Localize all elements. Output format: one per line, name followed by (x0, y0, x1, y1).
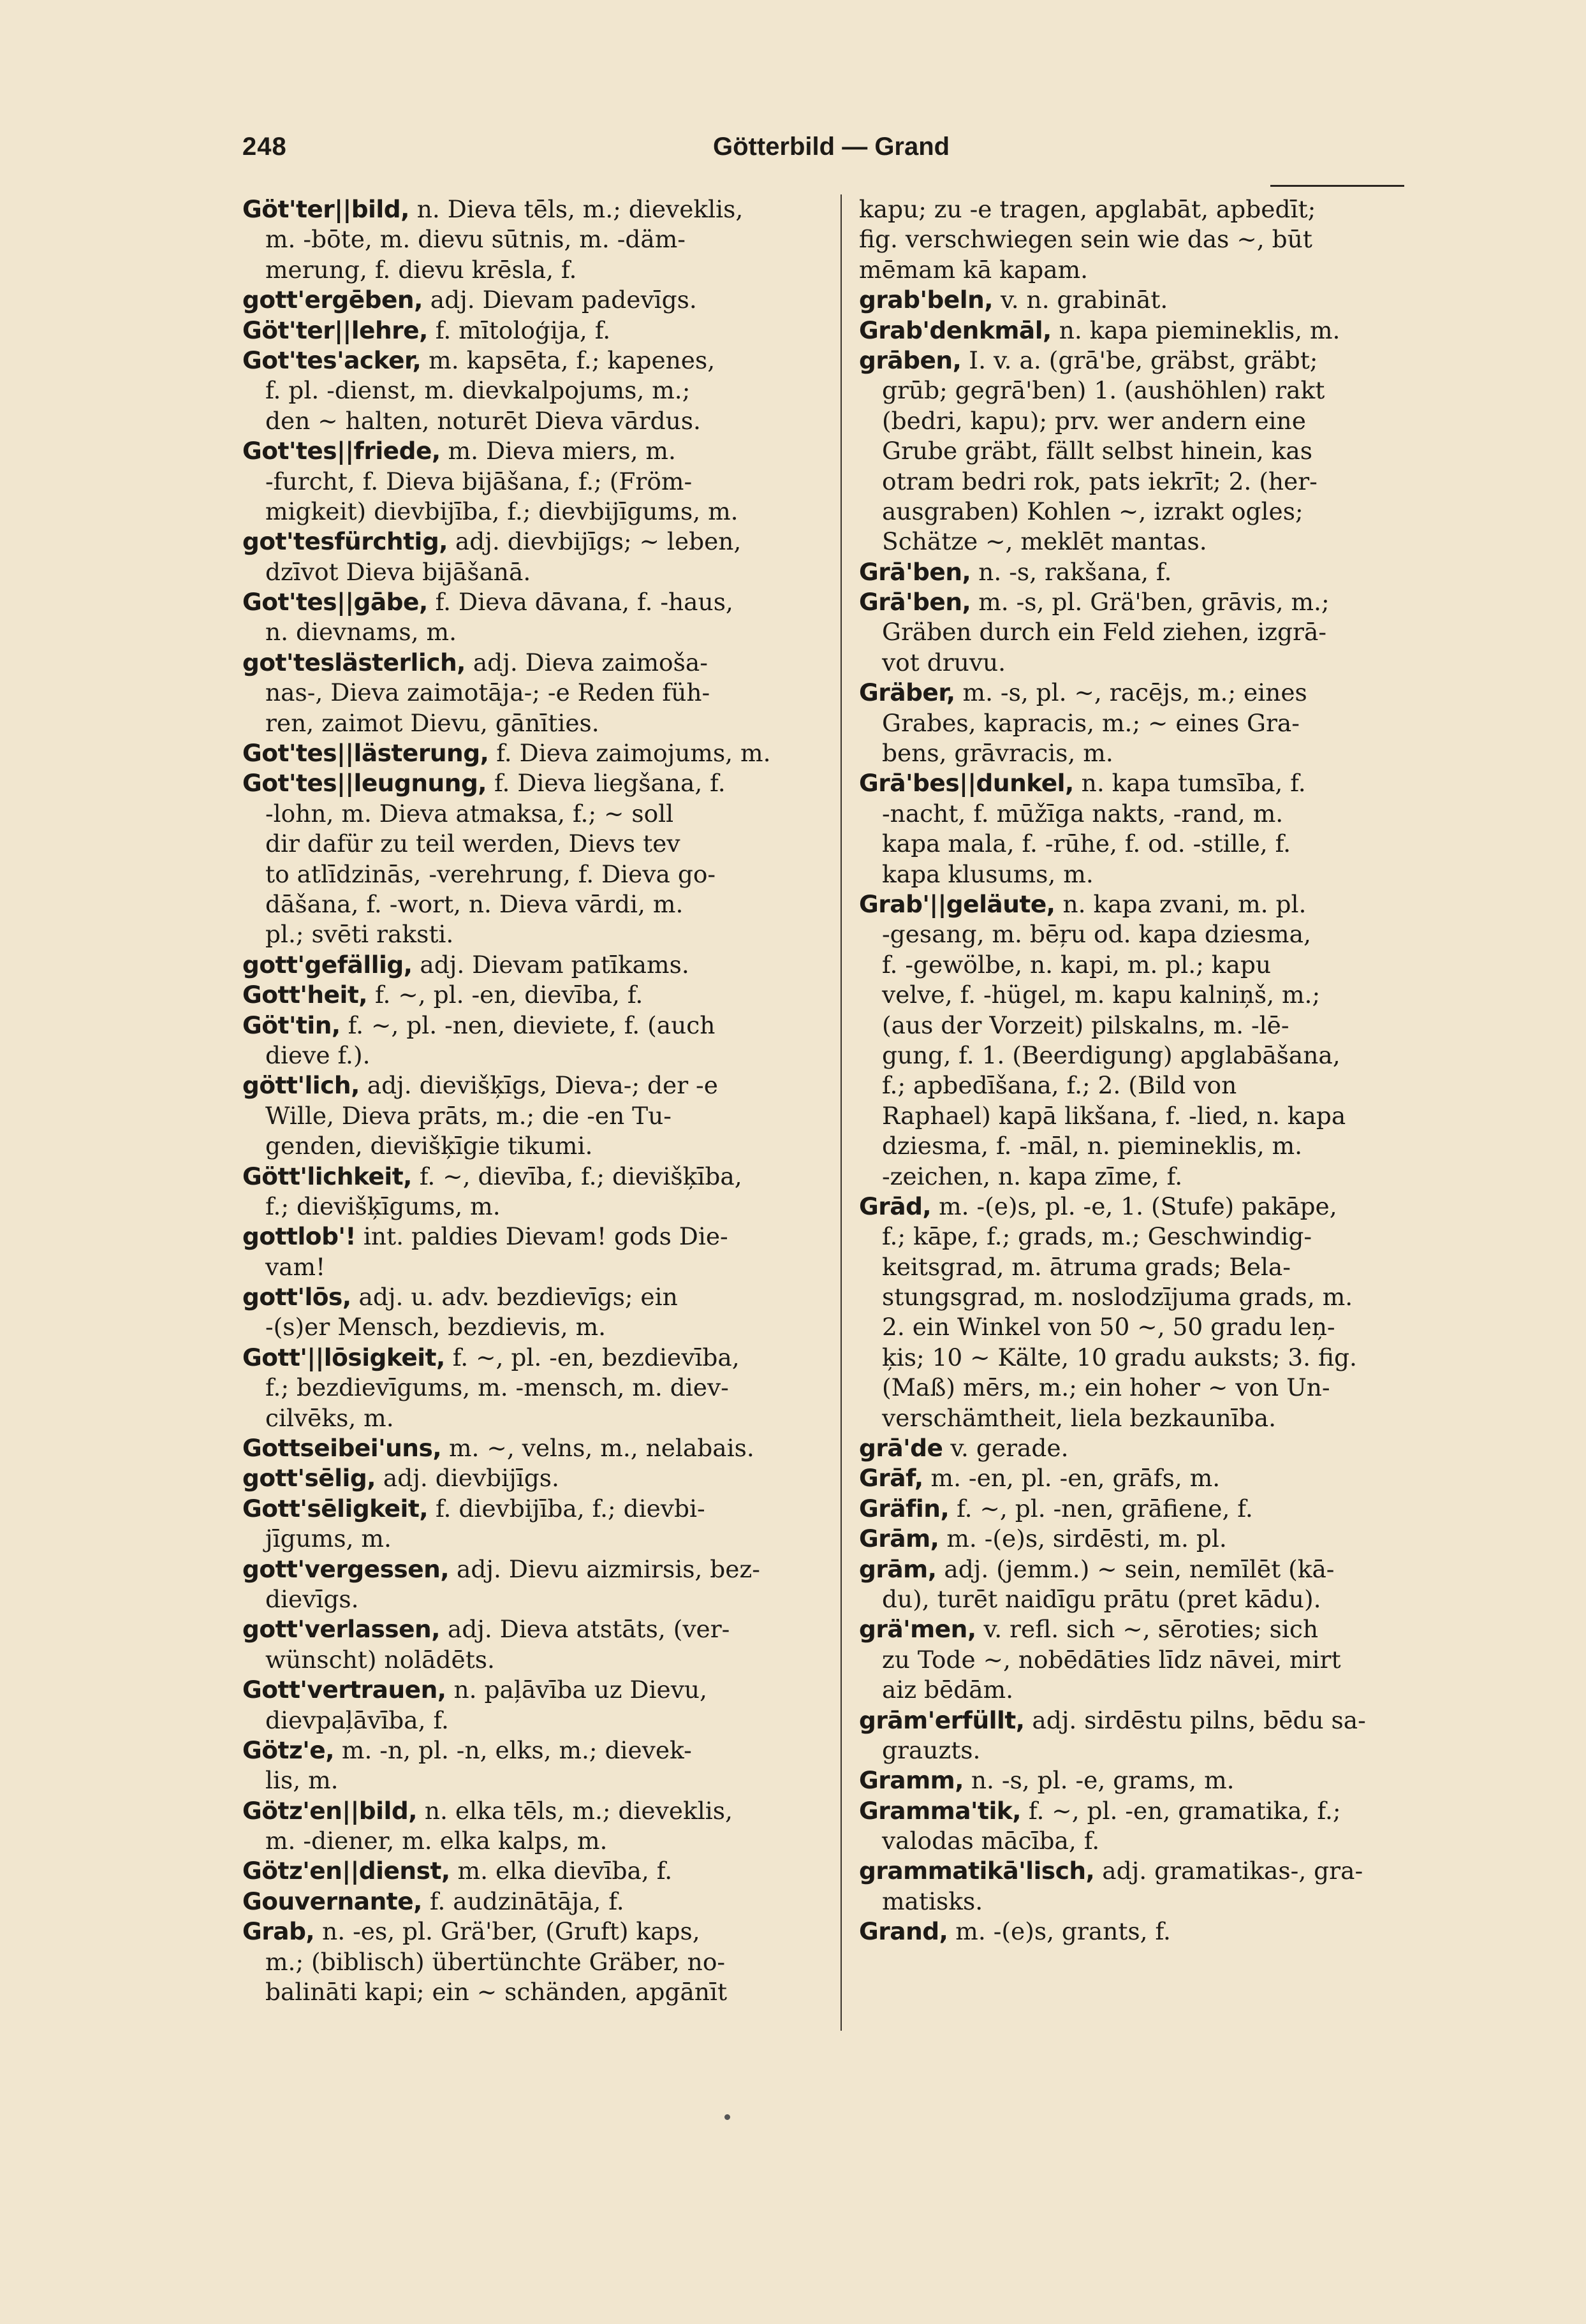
entry-text: m. Dieva miers, m. (440, 437, 676, 465)
entry-line (859, 1796, 1458, 1826)
entry-text: aiz bēdām. (882, 1676, 1014, 1704)
entry-text: fig. verschwiegen sein wie das ~, būt (859, 225, 1312, 254)
entry-line (242, 467, 842, 497)
entry-line (859, 648, 1458, 678)
headword: Götz'en||dienst, (242, 1857, 450, 1885)
headword: gott'lōs, (242, 1283, 351, 1312)
entry-text: vot druvu. (882, 648, 1006, 676)
entry-text: n. dievnams, m. (265, 618, 457, 647)
entry-line (859, 1887, 1458, 1917)
entry-line (242, 1706, 842, 1736)
headword: Gräber, (859, 678, 955, 707)
headword: got'tesfürchtig, (242, 527, 448, 556)
entry-text: Schätze ~, meklēt mantas. (882, 527, 1207, 556)
headword: Gräfin, (859, 1494, 950, 1523)
entry-text: pl.; svēti raksti. (265, 920, 454, 949)
entry-line (242, 527, 842, 557)
headword: Götz'en||bild, (242, 1796, 417, 1825)
entry-text: grauzts. (882, 1736, 981, 1764)
entry-text: kapu; zu -e tragen, apglabāt, apbedīt; (859, 195, 1316, 223)
entry-line (242, 950, 842, 980)
entry-line (859, 527, 1458, 557)
entry-line (859, 1614, 1458, 1644)
entry-line (859, 376, 1458, 406)
entry-line (859, 1584, 1458, 1614)
entry-text: -(s)er Mensch, bezdievis, m. (265, 1313, 606, 1341)
entry-text: stungsgrad, m. noslodzījuma grads, m. (882, 1283, 1353, 1312)
entry-line (242, 1887, 842, 1917)
entry-text: n. elka tēls, m.; dieveklis, (416, 1796, 733, 1825)
entry-line (242, 1796, 842, 1826)
headword: Grā'ben, (859, 588, 971, 617)
entry-line (859, 497, 1458, 527)
entry-line (859, 1645, 1458, 1675)
headword: Gramm, (859, 1766, 964, 1795)
entry-text: grūb; gegrā'ben) 1. (aushöhlen) rakt (882, 376, 1325, 405)
entry-text: f. ~, pl. -nen, dieviete, f. (auch (340, 1011, 716, 1039)
entry-line (242, 1101, 842, 1131)
entry-text: n. -es, pl. Grä'ber, (Gruft) kaps, (314, 1917, 700, 1946)
headword: Grā'ben, (859, 557, 971, 586)
page-number: 248 (242, 133, 287, 161)
entry-line (859, 255, 1458, 285)
entry-line (242, 678, 842, 708)
entry-text: n. -s, rakšana, f. (971, 557, 1172, 586)
entry-line (242, 1977, 842, 2007)
entry-line (859, 557, 1458, 587)
entry-text: n. paļāvība uz Dievu, (446, 1676, 707, 1704)
headword: Grab'denkmāl, (859, 316, 1052, 344)
entry-text: m. -n, pl. -n, elks, m.; dievek- (334, 1736, 692, 1764)
entry-text: zu Tode ~, nobēdāties līdz nāvei, mirt (882, 1645, 1341, 1674)
headword: Gott'||lōsigkeit, (242, 1343, 445, 1371)
headword: gott'vergessen, (242, 1554, 450, 1583)
entry-line (242, 255, 842, 285)
entry-line (242, 1736, 842, 1765)
entry-text: gung, f. 1. (Beerdigung) apglabāšana, (882, 1041, 1340, 1069)
entry-line (242, 1856, 842, 1886)
headword: gött'lich, (242, 1071, 360, 1100)
entry-text: int. paldies Dievam! gods Die- (356, 1222, 728, 1251)
entry-text: f. ~, pl. -nen, grāfiene, f. (949, 1494, 1253, 1523)
entry-text: cilvēks, m. (265, 1403, 394, 1432)
headword: Göt'ter||lehre, (242, 316, 428, 344)
header-rule (1270, 185, 1404, 187)
entry-line (859, 889, 1458, 919)
right-column (859, 194, 1458, 1947)
entry-line (859, 768, 1458, 798)
entry-text: n. Dieva tēls, m.; dieveklis, (409, 195, 744, 223)
headword: Gott'heit, (242, 981, 368, 1009)
entry-line (859, 1343, 1458, 1373)
entry-line (859, 1373, 1458, 1403)
entry-text: adj. (jemm.) ~ sein, nemīlēt (kā- (936, 1554, 1335, 1583)
headword: grām, (859, 1554, 937, 1583)
entry-text: valodas mācība, f. (882, 1827, 1100, 1855)
headword: Grand, (859, 1917, 948, 1946)
entry-text: -furcht, f. Dieva bijāšana, f.; (Fröm- (265, 467, 693, 495)
entry-line (859, 224, 1458, 254)
entry-line (242, 1433, 842, 1463)
entry-text: -lohn, m. Dieva atmaksa, f.; ~ soll (265, 799, 674, 828)
entry-line (242, 1222, 842, 1252)
entry-text: Raphael) kapā likšana, f. -lied, n. kapa (882, 1101, 1346, 1130)
entry-line (242, 1282, 842, 1312)
headword: Gouvernante, (242, 1887, 422, 1915)
entry-text: ren, zaimot Dievu, gānīties. (265, 708, 599, 737)
entry-text: f.; kāpe, f.; grads, m.; Geschwindig- (882, 1222, 1312, 1251)
entry-text: adj. Dievam padevīgs. (422, 286, 697, 314)
headword: grām'erfüllt, (859, 1706, 1025, 1734)
entry-line (242, 224, 842, 254)
entry-text: adj. gramatikas-, gra- (1094, 1857, 1363, 1885)
entry-line (859, 406, 1458, 436)
entry-line (859, 1071, 1458, 1100)
entry-line (859, 1282, 1458, 1312)
entry-text: den ~ halten, noturēt Dieva vārdus. (265, 406, 701, 435)
entry-line (859, 1917, 1458, 1947)
entry-text: dāšana, f. -wort, n. Dieva vārdi, m. (265, 889, 684, 918)
entry-line (859, 678, 1458, 708)
entry-line (859, 1312, 1458, 1342)
running-head: Götterbild — Grand (713, 133, 950, 161)
entry-text: v. refl. sich ~, sēroties; sich (976, 1615, 1319, 1644)
entry-line (859, 1192, 1458, 1222)
entry-line (242, 1011, 842, 1041)
headword: Gött'lichkeit, (242, 1162, 412, 1190)
entry-text: lis, m. (265, 1766, 339, 1795)
entry-text: genden, dievišķīgie tikumi. (265, 1132, 593, 1160)
entry-text: Wille, Dieva prāts, m.; die -en Tu- (265, 1101, 672, 1130)
entry-line (859, 1856, 1458, 1886)
entry-text: f. -gewölbe, n. kapi, m. pl.; kapu (882, 950, 1271, 979)
entry-line (859, 1494, 1458, 1524)
entry-text: ķis; 10 ~ Kälte, 10 gradu auksts; 3. fig. (882, 1343, 1357, 1371)
entry-line (242, 889, 842, 919)
entry-line (242, 799, 842, 829)
entry-line (242, 1614, 842, 1644)
headword: Grāf, (859, 1464, 923, 1493)
entry-text: nas-, Dieva zaimotāja-; -e Reden füh- (265, 678, 710, 707)
entry-text: f.; bezdievīgums, m. -mensch, m. diev- (265, 1373, 729, 1402)
entry-text: dzīvot Dieva bijāšanā. (265, 557, 531, 586)
entry-text: f.; apbedīšana, f.; 2. (Bild von (882, 1071, 1237, 1100)
headword: Got'tes||leugnung, (242, 769, 487, 798)
entry-text: merung, f. dievu krēsla, f. (265, 255, 577, 284)
entry-text: Gräben durch ein Feld ziehen, izgrā- (882, 618, 1326, 647)
entry-line (242, 194, 842, 224)
entry-line (859, 829, 1458, 859)
entry-text: ausgraben) Kohlen ~, izrakt ogles; (882, 497, 1303, 525)
entry-line (242, 1312, 842, 1342)
entry-text: n. kapa zvani, m. pl. (1055, 889, 1307, 918)
entry-text: adj. sirdēstu pilns, bēdu sa- (1024, 1706, 1366, 1734)
entry-text: adj. dievišķīgs, Dieva-; der -e (359, 1071, 718, 1100)
entry-text: dziesma, f. -māl, n. piemineklis, m. (882, 1132, 1303, 1160)
entry-text: f. ~, pl. -en, gramatika, f.; (1020, 1796, 1341, 1825)
entry-text: -nacht, f. mūžīga nakts, -rand, m. (882, 799, 1284, 828)
entry-line (242, 829, 842, 859)
entry-text: keitsgrad, m. ātruma grads; Bela- (882, 1252, 1291, 1281)
entry-line (859, 1252, 1458, 1282)
entry-line (859, 1675, 1458, 1705)
entry-line (859, 617, 1458, 647)
entry-text: (Maß) mērs, m.; ein hoher ~ von Un- (882, 1373, 1330, 1402)
entry-line (242, 1192, 842, 1222)
entry-text: vam! (265, 1252, 326, 1281)
entry-text: adj. Dievu aizmirsis, bez- (449, 1554, 760, 1583)
entry-text: balināti kapi; ein ~ schänden, apgānīt (265, 1978, 728, 2006)
column-divider (841, 194, 842, 2031)
headword: grä'men, (859, 1615, 976, 1644)
entry-text: kapa klusums, m. (882, 859, 1094, 888)
entry-text: matisks. (882, 1887, 983, 1915)
entry-line (859, 1736, 1458, 1765)
entry-line (859, 859, 1458, 889)
headword: Got'tes||lästerung, (242, 739, 489, 768)
entry-line (242, 1071, 842, 1100)
entry-line (242, 346, 842, 376)
entry-text: v. gerade. (943, 1434, 1069, 1463)
entry-text: n. kapa piemineklis, m. (1051, 316, 1340, 344)
entry-line (242, 1403, 842, 1433)
entry-line (242, 919, 842, 949)
entry-line (242, 1765, 842, 1795)
entry-line (859, 708, 1458, 738)
entry-line (242, 1041, 842, 1071)
headword: Gottseibei'uns, (242, 1434, 442, 1463)
entry-line (242, 859, 842, 889)
entry-line (242, 1131, 842, 1161)
entry-line (859, 467, 1458, 497)
entry-line (242, 708, 842, 738)
entry-line (859, 799, 1458, 829)
entry-text: m. kapsēta, f.; kapenes, (421, 346, 716, 374)
entry-line (859, 1011, 1458, 1041)
headword: Göt'ter||bild, (242, 195, 409, 223)
entry-line (242, 1675, 842, 1705)
entry-line (859, 1554, 1458, 1584)
entry-text: dievpaļāvība, f. (265, 1706, 449, 1734)
entry-text: dieve f.). (265, 1041, 371, 1069)
entry-text: m.; (biblisch) übertünchte Gräber, no- (265, 1947, 726, 1976)
entry-line (242, 406, 842, 436)
headword: Gott'vertrauen, (242, 1676, 446, 1704)
entry-text: f. ~, pl. -en, dievība, f. (367, 981, 643, 1009)
entry-text: migkeit) dievbijība, f.; dievbijīgums, m. (265, 497, 738, 525)
entry-line (242, 587, 842, 617)
entry-text: m. -diener, m. elka kalps, m. (265, 1827, 608, 1855)
entry-line (242, 376, 842, 406)
footer-dot (724, 2114, 730, 2120)
headword: Gott'sēligkeit, (242, 1494, 429, 1523)
entry-text: f. mītoloģija, f. (427, 316, 611, 344)
headword: grab'beln, (859, 286, 994, 314)
left-column (242, 194, 842, 2007)
entry-line (859, 346, 1458, 376)
entry-text: du), turēt naidīgu prātu (pret kādu). (882, 1584, 1321, 1613)
entry-text: (bedri, kapu); prv. wer andern eine (882, 406, 1306, 435)
entry-line (242, 738, 842, 768)
headword: Grām, (859, 1524, 939, 1553)
entry-line (242, 1463, 842, 1493)
entry-line (242, 1373, 842, 1403)
entry-text: jīgums, m. (265, 1524, 392, 1553)
entry-line (242, 617, 842, 647)
entry-text: f. ~, dievība, f.; dievišķība, (411, 1162, 742, 1190)
entry-line (859, 587, 1458, 617)
entry-text: adj. Dievam patīkams. (412, 950, 689, 979)
headword: grā'de (859, 1434, 943, 1463)
entry-line (859, 1041, 1458, 1071)
entry-line (859, 1524, 1458, 1554)
entry-line (859, 1101, 1458, 1131)
entry-text: -gesang, m. bēŗu od. kapa dziesma, (882, 920, 1311, 949)
headword: gott'sēlig, (242, 1464, 376, 1493)
entry-text: f. pl. -dienst, m. dievkalpojums, m.; (265, 376, 691, 405)
entry-text: v. n. grabināt. (993, 286, 1168, 314)
entry-text: adj. Dieva zaimoša- (465, 648, 708, 676)
entry-text: m. -(e)s, pl. -e, 1. (Stufe) pakāpe, (931, 1192, 1337, 1220)
headword: Grād, (859, 1192, 932, 1220)
entry-line (859, 950, 1458, 980)
entry-text: 2. ein Winkel von 50 ~, 50 gradu leņ- (882, 1313, 1335, 1341)
entry-line (242, 768, 842, 798)
entry-text: Grube gräbt, fällt selbst hinein, kas (882, 437, 1313, 465)
entry-line (242, 1947, 842, 1977)
entry-line (859, 1765, 1458, 1795)
entry-text: kapa mala, f. -rūhe, f. od. -stille, f. (882, 829, 1291, 858)
entry-text: otram bedri rok, pats iekrīt; 2. (her- (882, 467, 1318, 495)
headword: gottlob'! (242, 1222, 356, 1251)
entry-line (242, 1554, 842, 1584)
entry-line (242, 1524, 842, 1554)
headword: Gramma'tik, (859, 1796, 1021, 1825)
entry-text: adj. u. adv. bezdievīgs; ein (351, 1283, 678, 1312)
entry-text: -zeichen, n. kapa zīme, f. (882, 1162, 1183, 1190)
entry-line (859, 980, 1458, 1010)
entry-line (242, 1584, 842, 1614)
entry-line (859, 316, 1458, 346)
entry-line (859, 1403, 1458, 1433)
entry-line (242, 316, 842, 346)
entry-line (242, 557, 842, 587)
entry-line (242, 1162, 842, 1192)
entry-text: m. -s, pl. Grä'ben, grāvis, m.; (971, 588, 1330, 617)
headword: Götz'e, (242, 1736, 334, 1764)
entry-line (242, 436, 842, 466)
headword: Grā'bes||dunkel, (859, 769, 1074, 798)
entry-line (859, 1222, 1458, 1252)
entry-line (859, 285, 1458, 315)
entry-text: n. -s, pl. -e, grams, m. (963, 1766, 1235, 1795)
entry-text: verschämtheit, liela bezkaunība. (882, 1403, 1276, 1432)
entry-text: m. ~, velns, m., nelabais. (441, 1434, 754, 1463)
entry-line (859, 1463, 1458, 1493)
entry-line (859, 919, 1458, 949)
entry-text: m. -s, pl. ~, racējs, m.; eines (955, 678, 1307, 707)
entry-text: Grabes, kapracis, m.; ~ eines Gra- (882, 708, 1300, 737)
entry-line (242, 648, 842, 678)
entry-line (859, 194, 1458, 224)
entry-text: bens, grāvracis, m. (882, 739, 1113, 768)
headword: grāben, (859, 346, 962, 374)
entry-text: velve, f. -hügel, m. kapu kalniņš, m.; (882, 981, 1321, 1009)
entry-line (859, 436, 1458, 466)
headword: gott'gefällig, (242, 950, 413, 979)
entry-line (859, 1706, 1458, 1736)
entry-text: f. dievbijība, f.; dievbi- (428, 1494, 705, 1523)
entry-text: m. -(e)s, sirdēsti, m. pl. (939, 1524, 1227, 1553)
entry-line (242, 1494, 842, 1524)
headword: gott'verlassen, (242, 1615, 440, 1644)
entry-line (859, 738, 1458, 768)
entry-text: m. -en, pl. -en, grāfs, m. (923, 1464, 1221, 1493)
entry-text: f. Dieva zaimojums, m. (488, 739, 771, 768)
entry-text: m. -(e)s, grants, f. (948, 1917, 1171, 1946)
entry-line (859, 1433, 1458, 1463)
entry-line (242, 1252, 842, 1282)
headword: Got'tes'acker, (242, 346, 422, 374)
headword: got'teslästerlich, (242, 648, 466, 676)
headword: Göt'tin, (242, 1011, 341, 1039)
entry-text: adj. Dieva atstāts, (ver- (440, 1615, 730, 1644)
entry-line (242, 1645, 842, 1675)
entry-line (242, 285, 842, 315)
headword: Got'tes||gābe, (242, 588, 428, 617)
entry-text: dievīgs. (265, 1584, 359, 1613)
entry-line (242, 497, 842, 527)
entry-text: f. Dieva dāvana, f. -haus, (427, 588, 733, 617)
headword: Got'tes||friede, (242, 437, 441, 465)
entry-line (242, 1343, 842, 1373)
entry-line (242, 980, 842, 1010)
entry-text: f. audzinātāja, f. (422, 1887, 624, 1915)
entry-text: f. Dieva liegšana, f. (487, 769, 726, 798)
entry-line (859, 1131, 1458, 1161)
entry-text: dir dafür zu teil werden, Dievs tev (265, 829, 680, 858)
entry-text: to atlīdzinās, -verehrung, f. Dieva go- (265, 859, 716, 888)
entry-line (242, 1826, 842, 1856)
headword: Grab, (242, 1917, 315, 1946)
entry-text: (aus der Vorzeit) pilskalns, m. -lē- (882, 1011, 1289, 1039)
headword: grammatikā'lisch, (859, 1857, 1095, 1885)
entry-text: adj. dievbijīgs. (376, 1464, 559, 1493)
entry-text: I. v. a. (grā'be, gräbst, gräbt; (961, 346, 1318, 374)
entry-text: mēmam kā kapam. (859, 255, 1089, 284)
entry-line (242, 1917, 842, 1947)
entry-text: f. ~, pl. -en, bezdievība, (444, 1343, 740, 1371)
entry-text: m. -bōte, m. dievu sūtnis, m. -däm- (265, 225, 686, 254)
entry-text: m. elka dievība, f. (450, 1857, 673, 1885)
entry-text: n. kapa tumsība, f. (1073, 769, 1306, 798)
headword: gott'ergēben, (242, 286, 423, 314)
entry-text: adj. dievbijīgs; ~ leben, (448, 527, 742, 556)
entry-text: f.; dievišķīgums, m. (265, 1192, 501, 1220)
headword: Grab'||geläute, (859, 889, 1055, 918)
entry-text: wünscht) nolādēts. (265, 1645, 495, 1674)
entry-line (859, 1162, 1458, 1192)
entry-line (859, 1826, 1458, 1856)
